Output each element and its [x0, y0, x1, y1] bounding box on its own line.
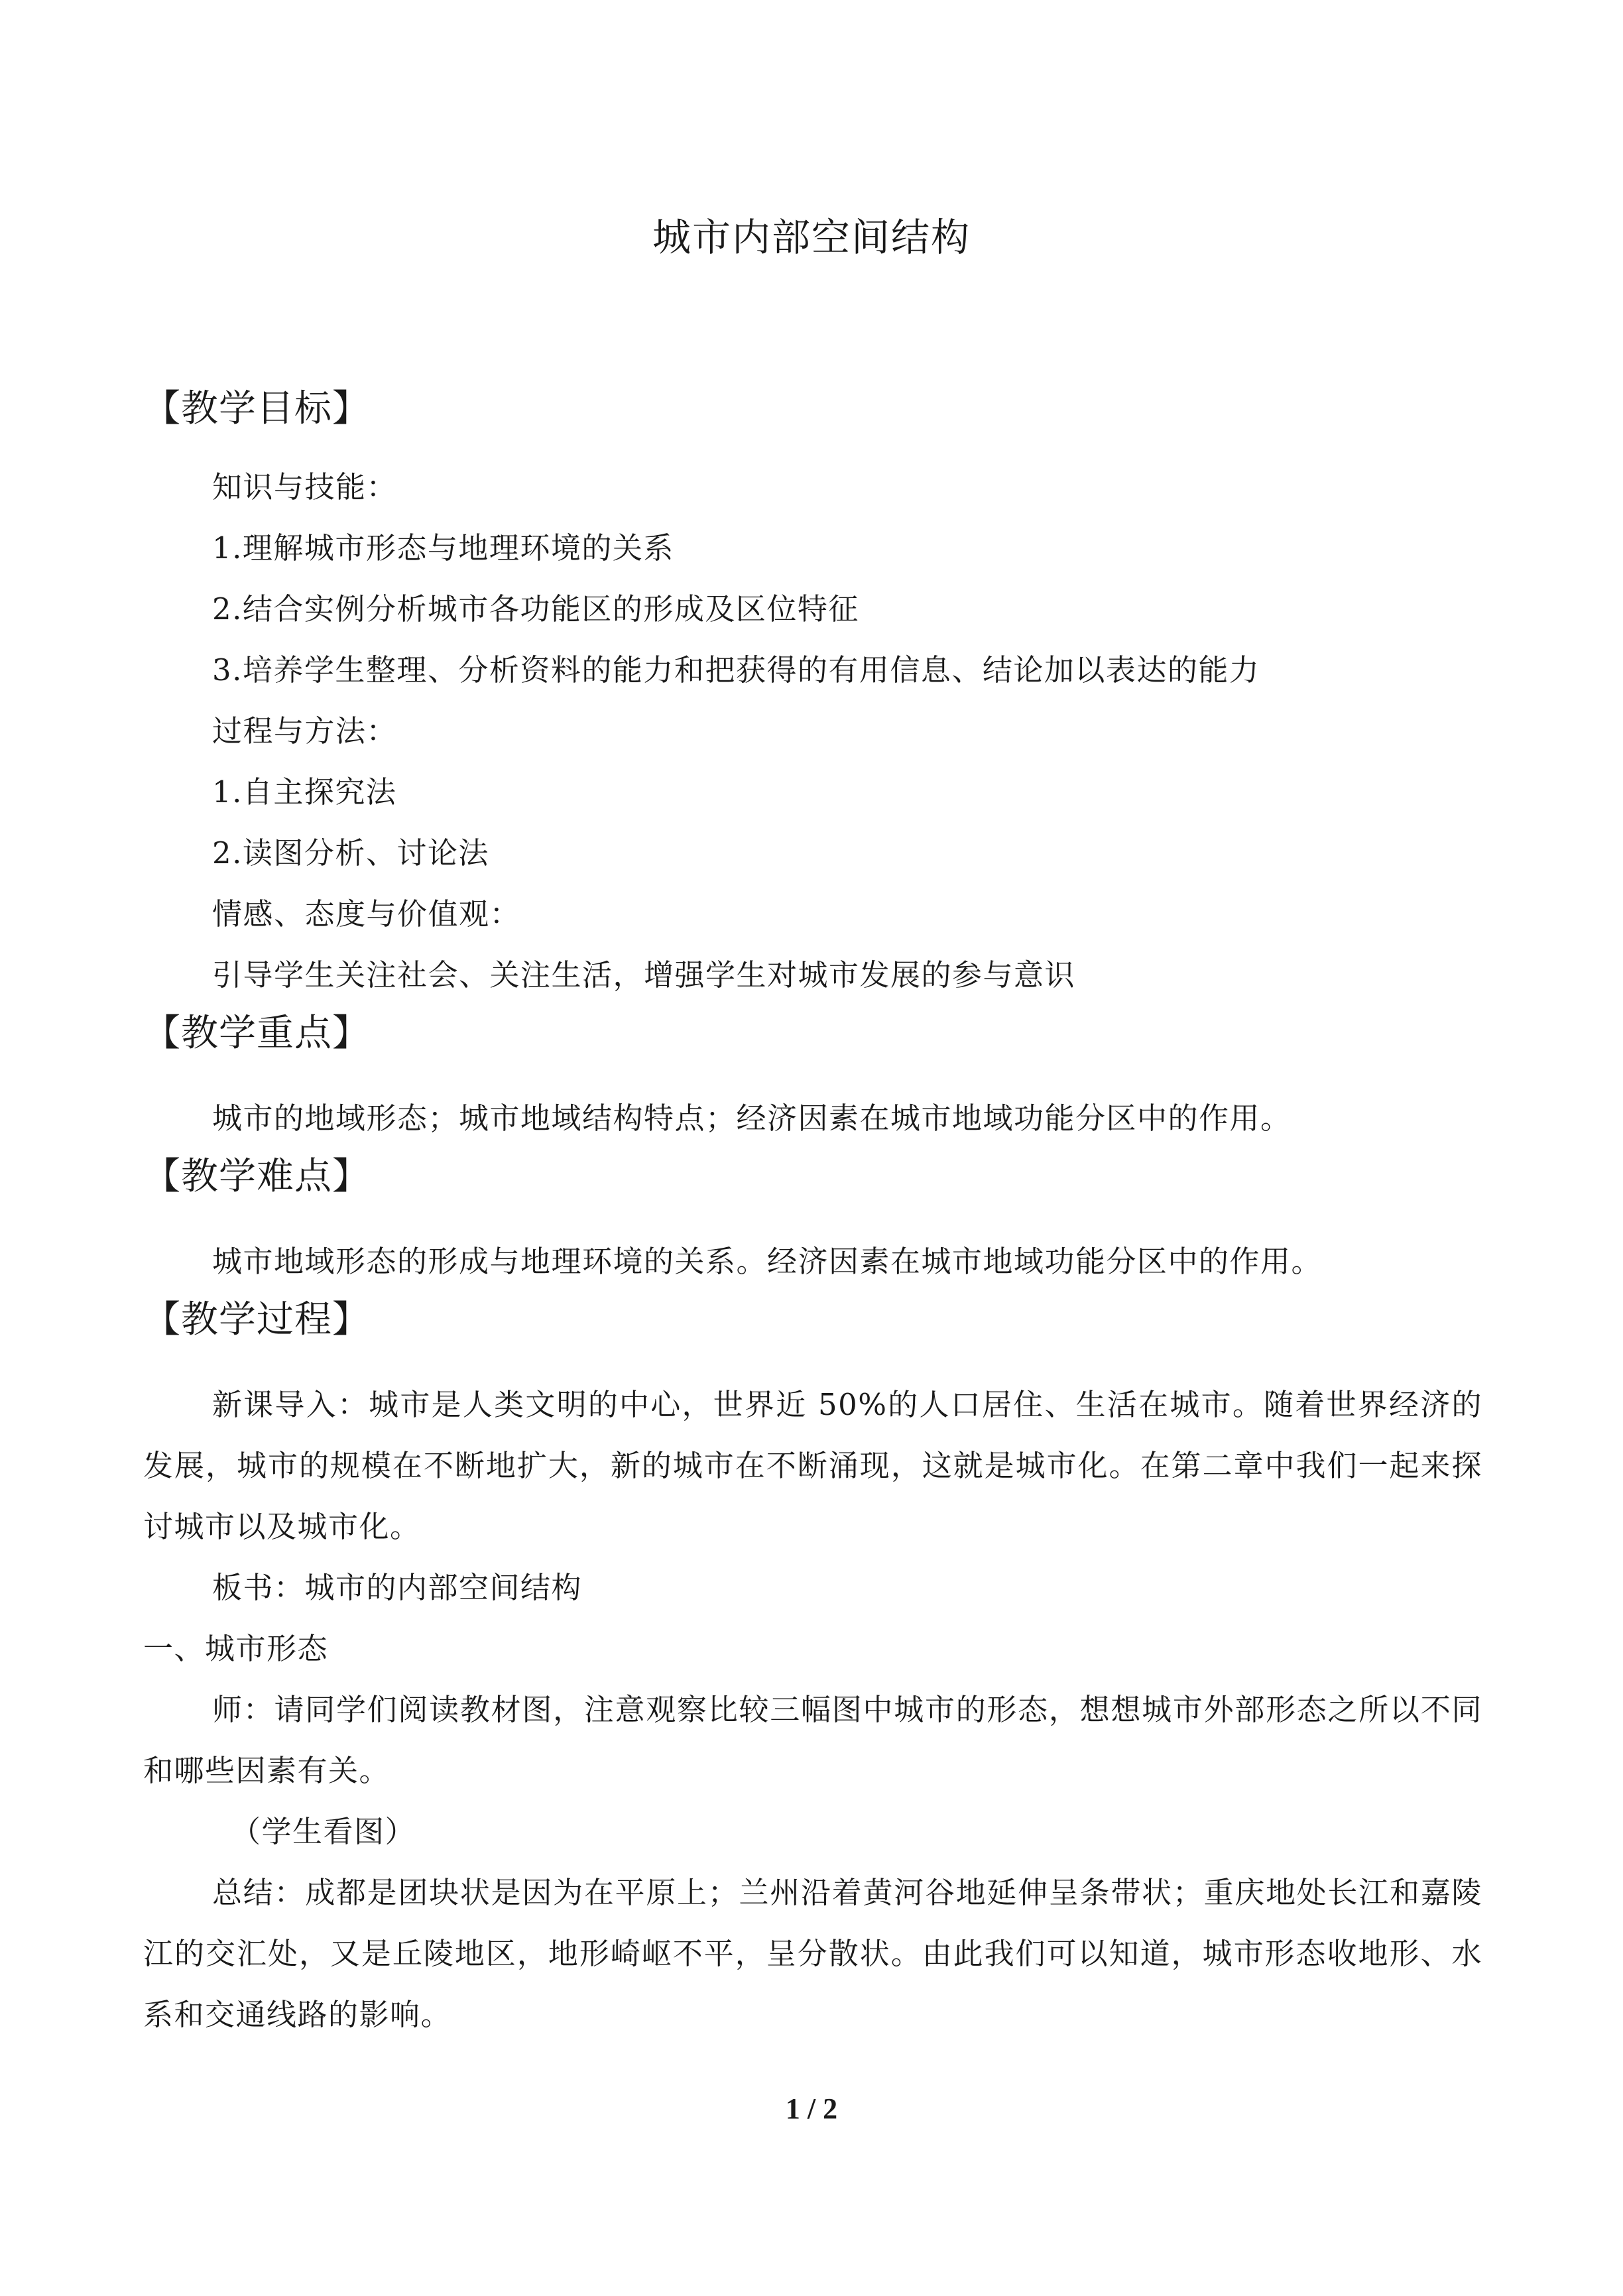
- process-item: 2.读图分析、讨论法: [212, 835, 489, 871]
- page-number: 1 / 2: [785, 2092, 838, 2125]
- attitude-text: 引导学生关注社会、关注生活，增强学生对城市发展的参与意识: [212, 957, 1076, 993]
- process-label: 过程与方法：: [212, 713, 398, 749]
- knowledge-item: 2.结合实例分析城市各功能区的形成及区位特征: [212, 591, 859, 627]
- knowledge-item: 3.培养学生整理、分析资料的能力和把获得的有用信息、结论加以表达的能力: [212, 652, 1260, 688]
- summary-text: 总结：成都是团块状是因为在平原上；兰州沿着黄河谷地延伸呈条带状；重庆地处长江和嘉陵江的交汇处，又是丘陵地区，地形崎岖不平，呈分散状。由此我们可以知道，城市形态收地形、水系和交通线路的影响。: [143, 1875, 1482, 2032]
- board-text: 板书：城市的内部空间结构: [212, 1570, 583, 1605]
- section-heading-goals: 【教学目标】: [143, 387, 370, 430]
- student-text: （学生看图）: [231, 1814, 416, 1849]
- difficulties-text: 城市地域形态的形成与地理环境的关系。经济因素在城市地域功能分区中的作用。: [212, 1244, 1323, 1279]
- document-body: [143, 381, 1482, 2045]
- attitude-label: 情感、态度与价值观：: [212, 896, 521, 932]
- section-heading-process: 【教学过程】: [143, 1298, 370, 1341]
- section-heading-key-points: 【教学重点】: [143, 1012, 370, 1055]
- process-intro: 新课导入：城市是人类文明的中心，世界近 50%的人口居住、生活在城市。随着世界经济的发展，城市的规模在不断地扩大，新的城市在不断涌现，这就是城市化。在第二章中我们一起来探讨城市以及城市化。: [143, 1387, 1482, 1544]
- part1-title: 一、城市形态: [143, 1631, 329, 1666]
- document-title: 城市内部空间结构: [652, 215, 971, 260]
- process-item: 1.自主探究法: [212, 774, 397, 810]
- knowledge-item: 1.理解城市形态与地理环境的关系: [212, 530, 674, 566]
- section-heading-difficulties: 【教学难点】: [143, 1155, 370, 1198]
- key-points-text: 城市的地域形态；城市地域结构特点；经济因素在城市地域功能分区中的作用。: [212, 1101, 1292, 1136]
- knowledge-label: 知识与技能：: [212, 469, 398, 505]
- teacher-text: 师：请同学们阅读教材图，注意观察比较三幅图中城市的形态，想想城市外部形态之所以不同和哪些因素有关。: [143, 1692, 1482, 1788]
